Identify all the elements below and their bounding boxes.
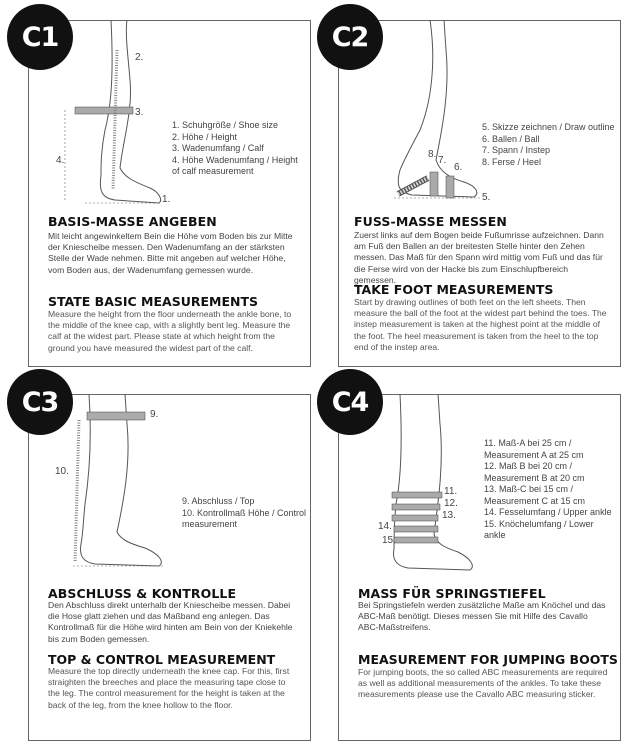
heading-en-c2: TAKE FOOT MEASUREMENTS — [354, 282, 554, 297]
text-en-c1: Measure the height from the floor underneath the ankle bone, to the middle of the knee cap, with a slightly bent leg. Measure the calf at the widest part. Please state at which height from the ground you have measured the widest part of the calf. — [48, 309, 292, 353]
marker-7: 7. — [438, 155, 447, 166]
heading-de-c2: FUSS-MASSE MESSEN — [354, 214, 507, 229]
badge-c4: C4 — [317, 369, 383, 435]
marker-8: 8. — [428, 149, 437, 160]
foot-illustration-c2 — [390, 20, 500, 203]
legend-item: 14. Fesselumfang / Upper ankle — [484, 507, 612, 517]
legend-item: 10. Kontrollmaß Höhe / Control measurement — [182, 507, 307, 529]
text-en-c2: Start by drawing outlines of both feet on the left sheets. Then measure the ball of the foot at the widest part behind the toes. The instep measurement is taken at the highest point at the middle of the foot. The heel measurement is taken from the heel to the top end of the instep area. — [354, 297, 607, 352]
marker-12: 12. — [444, 498, 458, 509]
marker-6: 6. — [454, 162, 463, 173]
text-de-c2: Zuerst links auf dem Bogen beide Fußumrisse aufzeichnen. Dann am Fuß den Ballen an der breitesten Stelle hinter den Zehen messen. Das Maß für den Spann wird mittig vom Fuß und das für die Ferse wird von der Hacke bis zum Einschlupfbereich gemessen. — [354, 230, 604, 285]
legend-c4 — [484, 438, 612, 542]
legend-item: 13. Maß-C bei 15 cm / Measurement C at 15 cm — [484, 484, 586, 506]
legend-item: 2. Höhe / Height — [172, 131, 238, 142]
heading-en-c1: STATE BASIC MEASUREMENTS — [48, 294, 258, 309]
legend-item: 3. Wadenumfang / Calf — [172, 143, 264, 153]
marker-2: 2. — [135, 52, 144, 63]
legend-item: 8. Ferse / Heel — [482, 156, 542, 167]
badge-c2: C2 — [317, 4, 383, 70]
legend-item: 6. Ballen / Ball — [482, 133, 540, 144]
heading-en-c4: MEASUREMENT FOR JUMPING BOOTS — [358, 652, 618, 667]
legend-c2 — [482, 122, 617, 168]
text-de-c1: Mit leicht angewinkeltem Bein die Höhe vom Boden bis zur Mitte der Kniescheibe messen. Den Wadenumfang an der stärksten Stelle der Wade nehmen. Bitte mit angeben auf welcher Höhe, vom Boden aus, der Wadenumfang gemessen wurde. — [48, 231, 293, 275]
legend-item: 7. Spann / Instep — [482, 145, 551, 155]
heading-de-c3: ABSCHLUSS & KONTROLLE — [48, 586, 237, 601]
text-en-c4: For jumping boots, the so called ABC measurements are required as well as additional measurements of the ankles. To take these measurements please use the Cavallo ABC measuring sticker. — [358, 667, 608, 700]
marker-1: 1. — [162, 194, 171, 205]
leg-illustration-c4 — [376, 394, 486, 574]
marker-15: 15. — [382, 535, 396, 546]
marker-14: 14. — [378, 521, 392, 532]
marker-11: 11. — [444, 486, 458, 497]
marker-13: 13. — [442, 510, 456, 521]
legend-item: 9. Abschluss / Top — [182, 496, 255, 506]
legend-item: 5. Skizze zeichnen / Draw outline — [482, 122, 615, 132]
marker-5: 5. — [482, 192, 491, 203]
legend-item: 4. Höhe Wadenumfang / Height of calf measurement — [172, 154, 298, 176]
heading-en-c3: TOP & CONTROL MEASUREMENT — [48, 652, 276, 667]
heading-de-c1: BASIS-MASSE ANGEBEN — [48, 214, 217, 229]
legend-item: 11. Maß-A bei 25 cm / Measurement A at 25 cm — [484, 438, 584, 460]
text-en-c3: Measure the top directly underneath the knee cap. For this, first straighten the breeches and place the measuring tape close to the leg. The control measurement for the height is taken at the back of the leg, from the knee hollow to the floor. — [48, 666, 290, 710]
text-de-c3: Den Abschluss direkt unterhalb der Kniescheibe messen. Dabei die Hose glatt ziehen und das Maßband eng anlegen. Das Kontrollmaß für die Höhe wird hinten am Bein von der Kniekehle bis zum Boden gemessen. — [48, 600, 293, 644]
legend-c1 — [172, 120, 307, 178]
legend-c3 — [182, 496, 307, 531]
legend-item: 1. Schuhgröße / Shoe size — [172, 120, 279, 130]
leg-illustration-c1 — [55, 20, 175, 210]
badge-c3: C3 — [7, 369, 73, 435]
marker-4: 4. — [56, 155, 65, 166]
marker-9: 9. — [150, 409, 159, 420]
marker-3: 3. — [135, 107, 144, 118]
text-de-c4: Bei Springstiefeln werden zusätzliche Maße am Knöchel und das ABC-Maß benötigt. Dieses messen Sie mit Hilfe des Cavallo ABC-Maßstreifens. — [358, 600, 606, 633]
leg-illustration-c3 — [55, 394, 185, 569]
marker-10: 10. — [55, 466, 69, 477]
heading-de-c4: MASS FÜR SPRINGSTIEFEL — [358, 586, 546, 601]
legend-item: 12. Maß B bei 20 cm / Measurement B at 20 cm — [484, 461, 585, 483]
badge-c1: C1 — [7, 4, 73, 70]
legend-item: 15. Knöchelumfang / Lower ankle — [484, 518, 594, 540]
